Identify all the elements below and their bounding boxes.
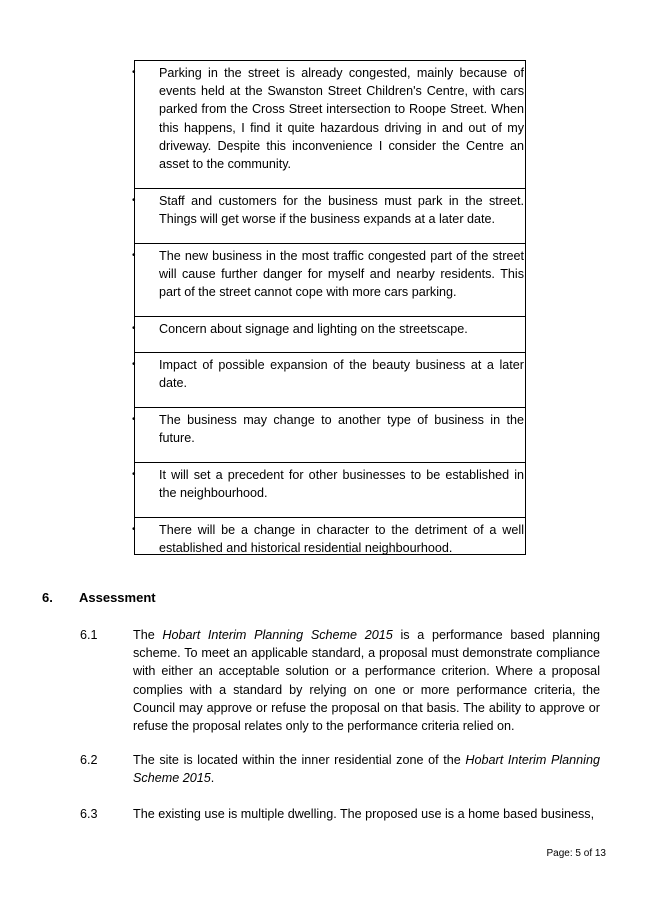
objection-text: There will be a change in character to the detriment of a well established and historical residential neighbourhood.: [159, 523, 524, 556]
objection-text: Parking in the street is already congested, mainly because of events held at the Swanston Street Children's Centre, with cars parked from the Cross Street intersection to Roope Street. When this happens, I find it quite hazardous driving in and out of my driveway. Despite this inconvenience I consider the Centre an asset to the community.: [159, 66, 524, 172]
objection-row: [132, 463, 525, 518]
bullet-icon: •: [132, 195, 136, 206]
bullet-icon: •: [132, 323, 136, 334]
paragraph-body: [133, 751, 600, 787]
paragraph-number: 6.1: [80, 628, 98, 642]
objection-text: Staff and customers for the business must park in the street. Things will get worse if the business expands at a later date.: [159, 194, 524, 227]
bullet-icon: •: [132, 469, 136, 480]
objection-text: The business may change to another type of business in the future.: [159, 413, 524, 446]
paragraph-lead: The existing use is multiple dwelling. The proposed use is a home based business,: [133, 807, 595, 821]
objection-row: [132, 61, 525, 189]
paragraph-rest: is a performance based planning scheme. To meet an applicable standard, a proposal must demonstrate compliance with either an acceptable solution or a performance criterion. Where a proposal complies with a standard by relying on one or more performance criteria, the Council may approve or refuse the proposal on that basis. The ability to approve or refuse the proposal relates only to the performance criteria relied on.: [133, 628, 600, 734]
bullet-icon: •: [132, 524, 136, 535]
objection-text: The new business in the most traffic congested part of the street will cause further danger for myself and nearby residents. This part of the street cannot cope with more cars parking.: [159, 249, 524, 300]
bullet-icon: •: [132, 250, 136, 261]
objections-table: [134, 60, 526, 555]
bullet-icon: •: [132, 359, 136, 370]
section-number: 6.: [42, 590, 53, 605]
paragraph-body: [133, 626, 600, 735]
paragraph-lead: The: [133, 628, 163, 642]
objection-row: [132, 244, 525, 317]
paragraph-number: 6.3: [80, 807, 98, 821]
objection-text: Concern about signage and lighting on the streetscape.: [159, 322, 468, 336]
paragraph-6-1: [80, 626, 600, 735]
paragraph-number: 6.2: [80, 753, 98, 767]
paragraph-rest: .: [210, 771, 215, 786]
bullet-icon: •: [132, 414, 136, 425]
objection-row: [132, 518, 525, 556]
paragraph-body: [133, 805, 600, 823]
objection-row: [132, 189, 525, 244]
paragraph-lead: The site is located within the inner residential zone of the: [133, 753, 466, 767]
objection-text: Impact of possible expansion of the beauty business at a later date.: [159, 358, 524, 391]
paragraph-6-2: [80, 751, 600, 787]
objection-text: It will set a precedent for other businesses to be established in the neighbourhood.: [159, 468, 524, 501]
paragraph-6-3: [80, 805, 600, 823]
bullet-icon: •: [132, 67, 136, 78]
scheme-name: Hobart Interim Planning Scheme 2015: [162, 628, 393, 642]
scheme-name: Hobart Interim Planning Scheme 2015: [133, 753, 600, 786]
objection-row: [132, 353, 525, 408]
page-number: Page: 5 of 13: [546, 848, 606, 859]
section-title: Assessment: [79, 590, 156, 605]
objection-row: [132, 317, 525, 353]
objection-row: [132, 408, 525, 463]
